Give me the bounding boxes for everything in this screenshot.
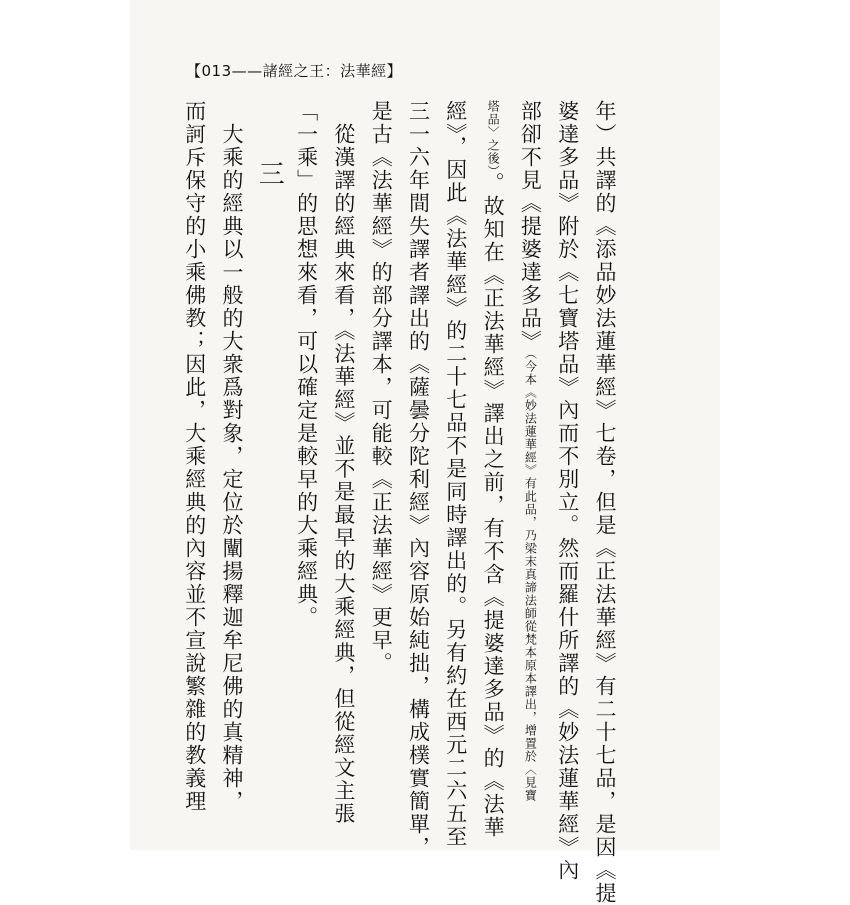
header-bracket-open: 【 bbox=[186, 62, 202, 80]
annotation-text: （今本《妙法蓮華經》有此品，乃梁末真諦法師從梵本原本譯出，增置於〈見寶 bbox=[523, 353, 538, 802]
text-column bbox=[368, 100, 394, 800]
header-page-number: 013 bbox=[201, 62, 232, 80]
text-column bbox=[592, 100, 618, 905]
text-column bbox=[331, 100, 357, 826]
body-text: 。故知在《正法華經》譯出之前，有不含《提婆達多品》的《法華 bbox=[481, 172, 506, 839]
body-text: 從漢譯的經典來看，《法華經》並不是最早的大乘經典，但從經文主張 bbox=[331, 100, 356, 826]
header-title: 諸經之王：法華經 bbox=[262, 62, 387, 80]
text-column bbox=[219, 100, 245, 813]
body-text: 三 bbox=[254, 160, 285, 186]
text-column bbox=[294, 100, 320, 800]
text-column bbox=[182, 100, 208, 813]
body-text: 部卻不見《提婆達多品》 bbox=[518, 100, 543, 353]
body-text: 年）共譯的《添品妙法蓮華經》七卷，但是《正法華經》有二十七品，是因《提 bbox=[593, 100, 617, 905]
text-column bbox=[555, 100, 581, 882]
text-column bbox=[406, 100, 432, 859]
annotation-text: 塔品〉之後） bbox=[486, 100, 501, 172]
section-heading bbox=[254, 160, 285, 860]
text-column bbox=[443, 100, 469, 849]
body-text: 婆達多品》附於《七寶塔品》內而不別立。然而羅什所譯的《妙法蓮華經》內 bbox=[555, 100, 580, 882]
body-text: 三一六年間失譯者譯出的《薩曇分陀利經》內容原始純拙，構成樸實簡單， bbox=[406, 100, 431, 859]
body-text: 而訶斥保守的小乘佛教；因此，大乘經典的內容並不宣說繁雜的教義理 bbox=[182, 100, 207, 813]
text-column bbox=[517, 100, 543, 800]
body-text: 「一乘」的思想來看，可以確定是較早的大乘經典。 bbox=[294, 100, 319, 629]
body-text: 經》，因此《法華經》的二十七品不是同時譯出的。另有約在西元二六五至 bbox=[443, 100, 468, 849]
running-header bbox=[186, 60, 402, 81]
header-dash: —— bbox=[231, 62, 263, 80]
body-text: 大乘的經典以一般的大衆爲對象，定位於闡揚釋迦牟尼佛的真精神， bbox=[220, 100, 244, 813]
text-column bbox=[480, 100, 506, 839]
header-bracket-close: 】 bbox=[386, 62, 403, 80]
body-text: 是古《法華經》的部分譯本，可能較《正法華經》更早。 bbox=[369, 100, 394, 675]
